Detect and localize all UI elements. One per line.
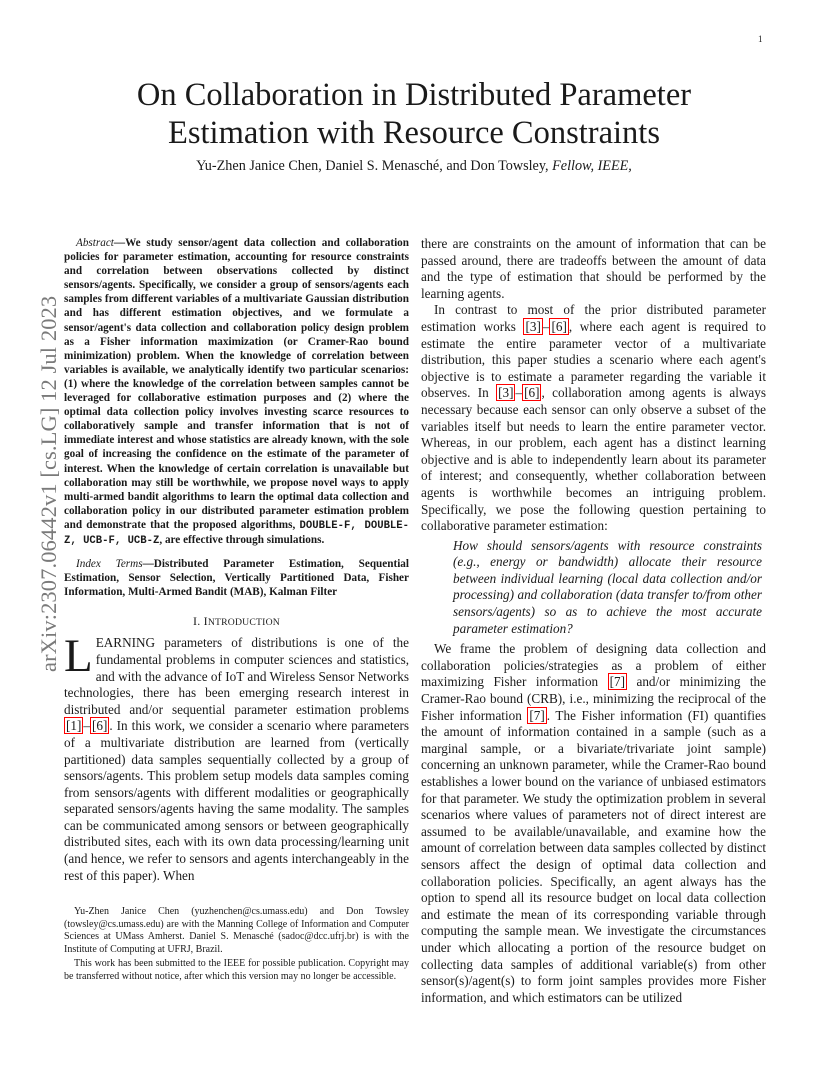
right-text-b: , where each agent is required to estimate the entire parameter vector of a multivariate distribution, this paper studies a scenario where each agent's objective is to estimate a parameter regarding the variable it observes. In — [421, 318, 766, 401]
index-terms-text: —Distributed Parameter Estimation, Sequential Estimation, Sensor Selection, Vertically Partitioned Data, Fisher Information, Multi-Armed Bandit (MAB), Kalman Filter — [64, 558, 409, 599]
right-paragraph-2 — [421, 641, 766, 1006]
abstract-text-2: , are effective through simulations. — [159, 533, 325, 546]
page-number: 1 — [758, 34, 763, 44]
right-text-c: , collaboration among agents is always necessary because each sensor can only observe a subset of the variables itself but needs to learn the entire parameter vector. Whereas, in our problem, each agent has a distinct learning objective and is able to independently learn about its parameter of interest; and consequently, whether collaboration between agents is worthwhile becomes an intriguing problem. Specifically, we pose the following question pertaining to collaborative parameter estimation: — [421, 385, 766, 534]
algorithm-names: DOUBLE-F, DOUBLE-Z, UCB-F, UCB-Z — [64, 519, 409, 547]
right-paragraph-1 — [421, 302, 766, 534]
left-column — [64, 236, 409, 884]
intro-text-b: . In this work, we consider a scenario where parameters of a multivariate distribution are learned from (vertically partitioned) data samples sequentially collected by a group of sensors/agents. This problem setup models data samples coming from sensors/agents with different modalities or geographically separated sensors/agents having the same modality. The samples can be communicated among sensors or between geographically distributed sites, each with its own data processing/learning unit (and hence, we refer to sensors and agents interchangeably in the rest of this paper). When — [64, 718, 409, 883]
citation-link[interactable]: [6] — [91, 718, 108, 734]
right-text-a: In contrast to most of the prior distributed parameter estimation works — [421, 302, 766, 334]
intro-paragraph-1 — [64, 630, 409, 884]
abstract — [64, 236, 409, 548]
right-paragraph-0: there are constraints on the amount of information that can be passed around, there are tradeoffs between the amount of data and the type of estimation that should be performed by the learning agents. — [421, 236, 766, 301]
footnote-affiliations: Yu-Zhen Janice Chen (yuzhenchen@cs.umass.edu) and Don Towsley (towsley@cs.umass.edu) are with the Manning College of Information and Computer Sciences at UMass Amherst. Daniel S. Menasché (sadoc@dcc.ufrj.br) is with the Institute of Computing at UFRJ, Brazil. — [64, 906, 409, 955]
citation-dash: – — [542, 318, 550, 334]
author-list — [60, 158, 768, 175]
paper-title — [60, 76, 768, 152]
citation-link[interactable]: [7] — [529, 707, 545, 723]
citation-link[interactable]: [6] — [551, 318, 567, 334]
citation-link[interactable]: [3] — [525, 318, 541, 334]
right-text-e: and/or minimizing the Cramer-Rao bound (CRB), i.e., minimizing the reciprocal of the Fisher information — [421, 674, 766, 723]
citation-link[interactable]: [3] — [498, 385, 514, 401]
section-number: I. — [193, 614, 204, 629]
right-column — [421, 236, 766, 1006]
intro-text-a: EARNING parameters of distributions is one of the fundamental problems in computer sciences and statistics, and with the advance of IoT and Wireless Sensor Networks technologies, there has been emerging research interest in distributed and/or sequential parameter estimation problems — [64, 635, 409, 717]
index-terms — [64, 557, 409, 599]
citation-dash: – — [515, 385, 523, 401]
right-text-d: We frame the problem of designing data collection and collaboration policies/strategies as a problem of either maximizing Fisher information — [421, 641, 766, 690]
footnote-copyright: This work has been submitted to the IEEE for possible publication. Copyright may be transferred without notice, after which this version may no longer be accessible. — [64, 958, 409, 982]
title-line-1: On Collaboration in Distributed Parameter — [136, 77, 692, 113]
section-heading-introduction — [64, 614, 409, 629]
citation-dash: – — [83, 718, 90, 734]
drop-cap: L — [64, 630, 93, 683]
section-initial: I — [203, 614, 208, 629]
author-names: Yu-Zhen Janice Chen, Daniel S. Menasché, and Don Towsley, — [196, 158, 549, 174]
citation-link[interactable]: [1] — [66, 718, 82, 734]
abstract-text-1: —We study sensor/agent data collection and collaboration policies for parameter estimation, accounting for resource constraints and correlation between observations collected by distinct sensors/agents. Specifically, we consider a group of sensors/agents each samples from different variables of a multivariate Gaussian distribution and has different estimation objectives, and we formulate a sensor/agent's data collection and collaboration policy design problem as a Fisher information maximization (or Cramer-Rao bound minimization) problem. When the knowledge of correlation between variables is available, we analytically identify two particular scenarios: (1) where the knowledge of the correlation between samples cannot be leveraged for collaborative estimation purposes and (2) where the optimal data collection policy involves investing scarce resources to collaboratively sample and transfer information that is not of immediate interest and whose statistics are already known, with the sole goal of increasing the confidence on the estimate of the parameter of interest. When the knowledge of certain correlation is unavailable but collaboration may still be worthwhile, we propose novel ways to apply multi-armed bandit algorithms to learn the optimal data collection and collaboration policy in our distributed parameter estimation problem and demonstrate that the proposed algorithms, — [64, 237, 409, 531]
citation-link[interactable]: [6] — [524, 385, 540, 401]
right-text-f: . The Fisher information (FI) quantifies the amount of information contained in a sample (such as a marginal sample, or a bivariate/trivariate joint sample) concerning an unknown parameter, while the Cramer-Rao bound establishes a lower bound on the variance of unbiased estimators for that parameter. We study the optimization problem in several scenarios where values of parameters not of direct interest are assumed to be available/unavailable, and examine how the amount of correlation between data samples collected by distinct sensors affect the design of optimal data collection and collaboration policies. Specifically, an agent always has the option to spend all its resource budget on local data collection and estimate the mean of its corresponding variable through computing the sample mean. We investigate the circumstances under which allocating a portion of the resource budget on collecting data samples of additional variable(s) from other sensor(s)/agent(s) to form joint samples provides more Fisher information, and which estimators can be utilized — [421, 707, 766, 1005]
title-line-2: Estimation with Resource Constraints — [168, 115, 660, 151]
footnotes — [64, 906, 409, 985]
research-question: How should sensors/agents with resource constraints (e.g., energy or bandwidth) allocate their resource between individual learning (local data collection and/or processing) and collaboration (data transfer to/from other sensors/agents) so as to achieve the most accurate parameter estimation? — [453, 537, 762, 636]
citation-link[interactable]: [7] — [609, 674, 625, 690]
abstract-lead: Abstract — [76, 237, 114, 249]
section-title: NTRODUCTION — [207, 617, 280, 629]
index-terms-lead: Index Terms — [76, 558, 143, 571]
author-fellow: Fellow, IEEE, — [552, 158, 632, 174]
arxiv-stamp: arXiv:2307.06442v1 [cs.LG] 12 Jul 2023 — [36, 295, 61, 672]
